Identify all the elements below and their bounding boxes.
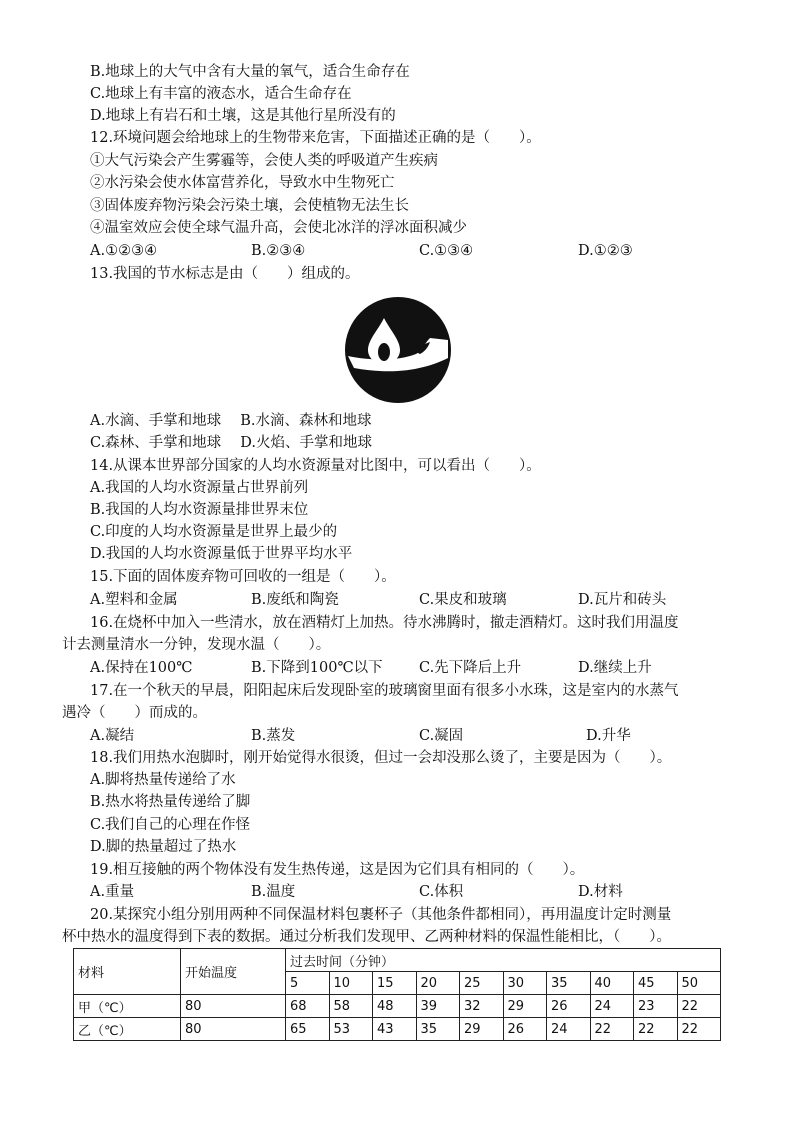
time-cell: 45 [634,972,678,995]
value-cell: 32 [460,995,504,1018]
q18-option-a: A.脚将热量传递给了水 [90,772,236,788]
q12-statement-3: ③固体废弃物污染会污染土壤，会使植物无法生长 [90,198,409,214]
q17-option-b: B.蒸发 [251,728,296,744]
q16-option-d: D.继续上升 [578,660,652,676]
q16-option-c: C.先下降后上升 [419,660,522,676]
q15-option-b: B.废纸和陶瓷 [251,592,339,608]
q11-option-c: C.地球上有丰富的液态水，适合生命存在 [90,86,352,102]
start-temp-cell: 80 [181,995,286,1018]
value-cell: 26 [503,1018,547,1041]
time-cell: 25 [460,972,504,995]
q19-option-d: D.材料 [578,884,623,900]
time-cell: 15 [373,972,417,995]
value-cell: 48 [373,995,417,1018]
value-cell: 58 [329,995,373,1018]
q16-stem-line-1: 16.在烧杯中加入一些清水，放在酒精灯上加热。待水沸腾时，撤走酒精灯。这时我们用温度 [90,615,679,631]
value-cell: 65 [286,1018,330,1041]
q19-option-a: A.重量 [90,884,135,900]
value-cell: 23 [634,995,678,1018]
q11-option-d: D.地球上有岩石和土壤，这是其他行星所没有的 [90,108,396,124]
q15-option-a: A.塑料和金属 [90,592,178,608]
q14-option-a: A.我国的人均水资源量占世界前列 [90,480,309,496]
q14-option-d: D.我国的人均水资源量低于世界平均水平 [90,546,353,562]
time-cell: 50 [677,972,721,995]
q20-stem-line-1: 20.某探究小组分别用两种不同保温材料包裹杯子（其他条件都相同），再用温度计定时测量 [90,907,672,923]
q15-option-c: C.果皮和玻璃 [419,592,507,608]
time-cell: 30 [503,972,547,995]
q12-statement-1: ①大气污染会产生雾霾等，会使人类的呼吸道产生疾病 [90,153,438,169]
q15-stem: 15.下面的固体废弃物可回收的一组是（ ）。 [90,569,396,585]
q19-stem: 19.相互接触的两个物体没有发生热传递，这是因为它们具有相同的（ ）。 [90,862,585,878]
q17-stem-line-2: 遇冷（ ）而成的。 [62,705,207,721]
value-cell: 39 [416,995,460,1018]
q12-option-b: B.②③④ [251,243,306,259]
q12-option-d: D.①②③ [578,243,633,259]
q13-options-row-2: C.森林、手掌和地球 D.火焰、手掌和地球 [90,435,373,451]
q18-option-c: C.我们自己的心理在作怪 [90,817,251,833]
q12-statement-4: ④温室效应会使全球气温升高，会使北冰洋的浮冰面积减少 [90,220,467,236]
row-label: 乙（℃） [74,1018,181,1041]
time-cell: 5 [286,972,330,995]
value-cell: 68 [286,995,330,1018]
q13-stem: 13.我国的节水标志是由（ ）组成的。 [90,266,360,282]
q16-option-b: B.下降到100℃以下 [251,660,383,676]
q19-option-c: C.体积 [419,884,464,900]
q12-statement-2: ②水污染会使水体富营养化，导致水中生物死亡 [90,175,395,191]
row-label: 甲（℃） [74,995,181,1018]
header-start-temp: 开始温度 [181,949,286,995]
time-cell: 35 [547,972,591,995]
header-elapsed-time: 过去时间（分钟） [286,949,721,972]
value-cell: 29 [503,995,547,1018]
q14-option-c: C.印度的人均水资源量是世界上最少的 [90,524,338,540]
q15-option-d: D.瓦片和砖头 [578,592,667,608]
q18-option-d: D.脚的热量超过了热水 [90,839,237,855]
time-cell: 20 [416,972,460,995]
q12-stem: 12.环境问题会给地球上的生物带来危害，下面描述正确的是（ ）。 [90,130,541,146]
value-cell: 22 [590,1018,634,1041]
time-cell: 40 [590,972,634,995]
q20-stem-line-2: 杯中热水的温度得到下表的数据。通过分析我们发现甲、乙两种材料的保温性能相比，（ ）。 [62,929,671,945]
value-cell: 22 [677,995,721,1018]
q16-stem-line-2: 计去测量清水一分钟，发现水温（ ）。 [62,637,331,653]
q19-option-b: B.温度 [251,884,296,900]
water-saving-logo-icon [344,296,452,404]
value-cell: 26 [547,995,591,1018]
q11-option-b: B.地球上的大气中含有大量的氧气，适合生命存在 [90,64,410,80]
value-cell: 29 [460,1018,504,1041]
value-cell: 43 [373,1018,417,1041]
header-material: 材料 [74,949,181,995]
time-cell: 10 [329,972,373,995]
q16-option-a: A.保持在100℃ [90,660,193,676]
q14-option-b: B.我国的人均水资源量排世界末位 [90,502,309,518]
value-cell: 22 [677,1018,721,1041]
q17-option-a: A.凝结 [90,728,135,744]
q12-option-a: A.①②③④ [90,243,158,259]
table-row-jia [74,995,721,1018]
start-temp-cell: 80 [181,1018,286,1041]
q17-stem-line-1: 17.在一个秋天的早晨，阳阳起床后发现卧室的玻璃窗里面有很多小水珠，这是室内的水蒸气 [90,683,679,699]
value-cell: 53 [329,1018,373,1041]
q12-option-c: C.①③④ [419,243,474,259]
q13-options-row-1: A.水滴、手掌和地球 B.水滴、森林和地球 [90,413,372,429]
value-cell: 22 [634,1018,678,1041]
q18-option-b: B.热水将热量传递给了脚 [90,794,251,810]
q17-option-c: C.凝固 [419,728,464,744]
table-row-yi [74,1018,721,1041]
temperature-table [73,948,721,1041]
value-cell: 35 [416,1018,460,1041]
q18-stem: 18.我们用热水泡脚时，刚开始觉得水很烫，但过一会却没那么烫了，主要是因为（ ）。 [90,750,672,766]
q14-stem: 14.从课本世界部分国家的人均水资源量对比图中，可以看出（ ）。 [90,458,541,474]
q17-option-d: D.升华 [586,728,631,744]
value-cell: 24 [590,995,634,1018]
value-cell: 24 [547,1018,591,1041]
